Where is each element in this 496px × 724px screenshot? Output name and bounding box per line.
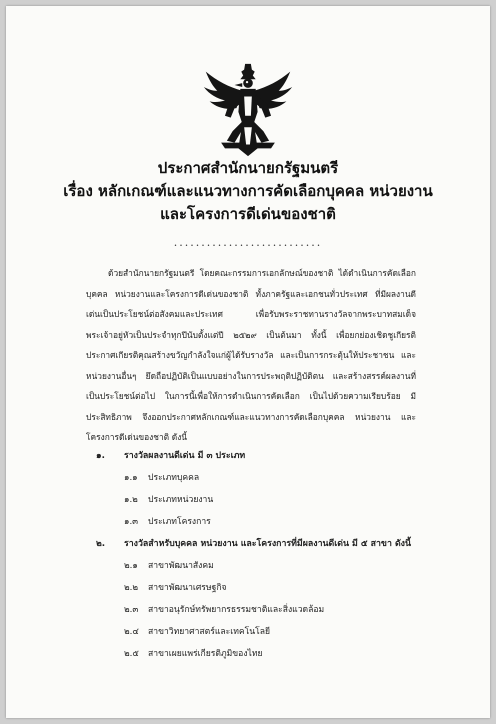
- title-divider: ...........................: [173, 236, 323, 249]
- body-paragraph: ด้วยสำนักนายกรัฐมนตรี โดยคณะกรรมการเอกลักษณ์ของชาติ ได้ดำเนินการคัดเลือกบุคคล หน่วยงานและโครงการดีเด่นของชาติ ทั้งภาครัฐและเอกชนทั่วประเทศ ที่มีผลงานดีเด่นเป็นประโยชน์ต่อสังคมและประเทศ เพื่อรับพระราชทานรางวัลจากพระบาทสมเด็จพระเจ้าอยู่หัวเป็นประจำทุกปีนับตั้งแต่ปี ๒๕๒๙ เป็นต้นมา ทั้งนี้ เพื่อยกย่องเชิดชูเกียรติ ประกาศเกียรติคุณสร้างขวัญกำลังใจแก่ผู้ได้รับรางวัล และเป็นการกระตุ้นให้ประชาชน และหน่วยงานอื่นๆ ยึดถือปฏิบัติเป็นแบบอย่างในการประพฤติปฏิบัติตน และสร้างสรรค์ผลงานที่เป็นประโยชน์ต่อไป ในการนี้เพื่อให้การดำเนินการคัดเลือก เป็นไปด้วยความเรียบร้อย มีประสิทธิภาพ จึงออกประกาศหลักเกณฑ์และแนวทางการคัดเลือกบุคคล หน่วยงาน และโครงการดีเด่นของชาติ ดังนี้: [86, 268, 416, 442]
- section-heading: [96, 537, 411, 551]
- list-item: [124, 559, 214, 573]
- item-number: ๒.๑: [124, 561, 138, 571]
- section-number: ๒.: [96, 539, 106, 549]
- item-number: ๑.๑: [124, 473, 138, 483]
- list-item: [124, 603, 324, 617]
- item-number: ๒.๓: [124, 605, 139, 615]
- item-text: สาขาวิทยาศาสตร์และเทคโนโลยี: [148, 627, 271, 637]
- announcement-subject-continued: และโครงการดีเด่นของชาติ: [160, 205, 336, 223]
- section-heading: [96, 449, 245, 463]
- list-item: [124, 471, 199, 485]
- item-number: ๑.๓: [124, 517, 139, 527]
- item-text: ประเภทหน่วยงาน: [148, 495, 214, 505]
- section-number: ๑.: [96, 451, 105, 461]
- list-item: [124, 625, 270, 639]
- item-text: ประเภทโครงการ: [148, 517, 211, 527]
- item-text: ประเภทบุคคล: [148, 473, 200, 483]
- section-title: รางวัลสำหรับบุคคล หน่วยงาน และโครงการที่มีผลงานดีเด่น มี ๕ สาขา ดังนี้: [124, 539, 411, 549]
- item-text: สาขาเผยแพร่เกียรติภูมิของไทย: [148, 649, 263, 659]
- list-item: [124, 515, 211, 529]
- garuda-emblem-icon: [199, 62, 297, 158]
- announcement-title: ประกาศสำนักนายกรัฐมนตรี: [157, 159, 339, 177]
- list-item: [124, 581, 227, 595]
- list-item: [124, 647, 263, 661]
- item-number: ๑.๒: [124, 495, 138, 505]
- item-number: ๒.๒: [124, 583, 139, 593]
- item-text: สาขาพัฒนาสังคม: [148, 561, 214, 571]
- item-text: สาขาอนุรักษ์ทรัพยากรธรรมชาติและสิ่งแวดล้อม: [148, 605, 325, 615]
- announcement-subject: เรื่อง หลักเกณฑ์และแนวทางการคัดเลือกบุคคล หน่วยงาน: [63, 182, 433, 200]
- section-title: รางวัลผลงานดีเด่น มี ๓ ประเภท: [124, 451, 246, 461]
- item-number: ๒.๕: [124, 649, 139, 659]
- item-text: สาขาพัฒนาเศรษฐกิจ: [148, 583, 227, 593]
- list-item: [124, 493, 213, 507]
- item-number: ๒.๔: [124, 627, 139, 637]
